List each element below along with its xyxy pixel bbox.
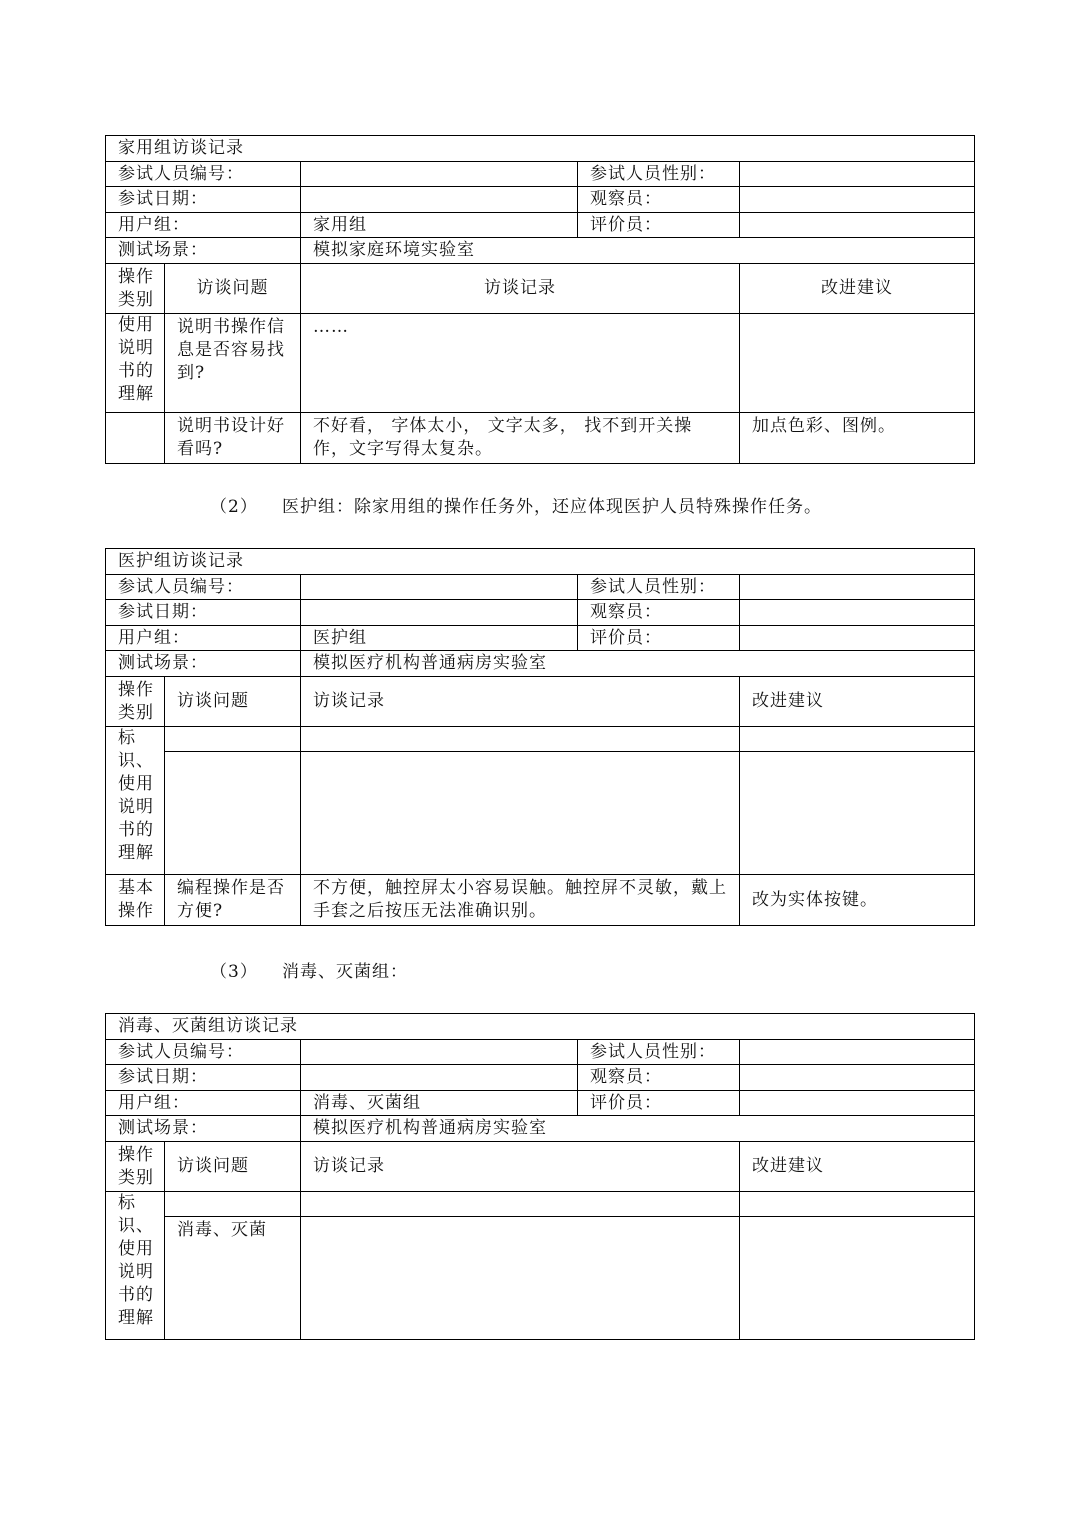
observer-value bbox=[740, 187, 975, 213]
question-cell bbox=[165, 752, 301, 875]
category-cell bbox=[106, 413, 165, 464]
observer-label: 观察员： bbox=[578, 187, 740, 213]
section-text: 消毒、灭菌组： bbox=[282, 962, 408, 982]
participant-gender-value bbox=[740, 575, 975, 600]
user-group-value: 医护组 bbox=[301, 626, 578, 651]
category-cell: 基本操作 bbox=[106, 875, 165, 926]
op-category-header: 操作类别 bbox=[106, 1142, 165, 1192]
participant-id-value bbox=[301, 1040, 578, 1065]
category-cell: 标识、使用说明书的理解 bbox=[106, 727, 165, 875]
table-title: 家用组访谈记录 bbox=[106, 136, 975, 162]
interview-question-header: 访谈问题 bbox=[165, 264, 301, 314]
section-heading bbox=[210, 495, 822, 519]
participant-gender-label: 参试人员性别： bbox=[578, 162, 740, 187]
evaluator-value bbox=[740, 626, 975, 651]
evaluator-label: 评价员： bbox=[578, 626, 740, 651]
section-number: （2） bbox=[210, 497, 258, 517]
question-cell: 消毒、灭菌 bbox=[165, 1217, 301, 1340]
interview-record-header: 访谈记录 bbox=[301, 677, 740, 727]
participant-id-value bbox=[301, 162, 578, 187]
record-cell: 不方便，触控屏太小容易误触。触控屏不灵敏，戴上手套之后按压无法准确识别。 bbox=[301, 875, 740, 926]
scene-label: 测试场景： bbox=[106, 238, 301, 264]
op-category-header: 操作类别 bbox=[106, 677, 165, 727]
section-text: 医护组：除家用组的操作任务外，还应体现医护人员特殊操作任务。 bbox=[282, 497, 822, 517]
test-date-label: 参试日期： bbox=[106, 187, 301, 213]
evaluator-value bbox=[740, 213, 975, 238]
question-cell bbox=[165, 1192, 301, 1217]
section-heading bbox=[210, 960, 408, 984]
question-cell: 编程操作是否方便? bbox=[165, 875, 301, 926]
observer-value bbox=[740, 600, 975, 626]
question-cell bbox=[165, 727, 301, 752]
evaluator-label: 评价员： bbox=[578, 1091, 740, 1116]
record-cell bbox=[301, 1192, 740, 1217]
user-group-label: 用户组： bbox=[106, 1091, 301, 1116]
category-cell: 使用说明书的理解 bbox=[106, 314, 165, 413]
medical-interview-table bbox=[105, 548, 975, 926]
op-category-header: 操作类别 bbox=[106, 264, 165, 314]
suggestion-header: 改进建议 bbox=[740, 1142, 975, 1192]
test-date-value bbox=[301, 187, 578, 213]
participant-gender-value bbox=[740, 162, 975, 187]
suggestion-cell bbox=[740, 314, 975, 413]
category-cell: 标识、使用说明书的理解 bbox=[106, 1192, 165, 1340]
suggestion-cell bbox=[740, 1192, 975, 1217]
scene-value: 模拟医疗机构普通病房实验室 bbox=[301, 651, 975, 677]
test-date-value bbox=[301, 600, 578, 626]
record-cell: 不好看， 字体太小， 文字太多， 找不到开关操作，文字写得太复杂。 bbox=[301, 413, 740, 464]
disinfection-interview-table bbox=[105, 1013, 975, 1340]
participant-gender-label: 参试人员性别： bbox=[578, 1040, 740, 1065]
question-cell: 说明书操作信息是否容易找到? bbox=[165, 314, 301, 413]
suggestion-cell bbox=[740, 1217, 975, 1340]
suggestion-cell: 改为实体按键。 bbox=[740, 875, 975, 926]
scene-value: 模拟医疗机构普通病房实验室 bbox=[301, 1116, 975, 1142]
user-group-label: 用户组： bbox=[106, 626, 301, 651]
participant-gender-value bbox=[740, 1040, 975, 1065]
scene-label: 测试场景： bbox=[106, 651, 301, 677]
observer-label: 观察员： bbox=[578, 600, 740, 626]
record-cell bbox=[301, 752, 740, 875]
participant-id-label: 参试人员编号： bbox=[106, 162, 301, 187]
scene-value: 模拟家庭环境实验室 bbox=[301, 238, 975, 264]
user-group-value: 家用组 bbox=[301, 213, 578, 238]
participant-id-label: 参试人员编号： bbox=[106, 575, 301, 600]
suggestion-header: 改进建议 bbox=[740, 264, 975, 314]
interview-question-header: 访谈问题 bbox=[165, 677, 301, 727]
interview-record-header: 访谈记录 bbox=[301, 1142, 740, 1192]
user-group-value: 消毒、灭菌组 bbox=[301, 1091, 578, 1116]
participant-id-value bbox=[301, 575, 578, 600]
user-group-label: 用户组： bbox=[106, 213, 301, 238]
table-title: 医护组访谈记录 bbox=[106, 549, 975, 575]
suggestion-cell: 加点色彩、图例。 bbox=[740, 413, 975, 464]
evaluator-label: 评价员： bbox=[578, 213, 740, 238]
scene-label: 测试场景： bbox=[106, 1116, 301, 1142]
participant-gender-label: 参试人员性别： bbox=[578, 575, 740, 600]
test-date-value bbox=[301, 1065, 578, 1091]
household-interview-table-body bbox=[105, 135, 975, 464]
observer-label: 观察员： bbox=[578, 1065, 740, 1091]
question-cell: 说明书设计好看吗? bbox=[165, 413, 301, 464]
record-cell: …… bbox=[301, 314, 740, 413]
section-number: （3） bbox=[210, 962, 258, 982]
interview-question-header: 访谈问题 bbox=[165, 1142, 301, 1192]
interview-record-header: 访谈记录 bbox=[301, 264, 740, 314]
test-date-label: 参试日期： bbox=[106, 1065, 301, 1091]
participant-id-label: 参试人员编号： bbox=[106, 1040, 301, 1065]
table-title: 消毒、灭菌组访谈记录 bbox=[106, 1014, 975, 1040]
suggestion-cell bbox=[740, 727, 975, 752]
record-cell bbox=[301, 727, 740, 752]
evaluator-value bbox=[740, 1091, 975, 1116]
record-cell bbox=[301, 1217, 740, 1340]
suggestion-cell bbox=[740, 752, 975, 875]
suggestion-header: 改进建议 bbox=[740, 677, 975, 727]
test-date-label: 参试日期： bbox=[106, 600, 301, 626]
observer-value bbox=[740, 1065, 975, 1091]
